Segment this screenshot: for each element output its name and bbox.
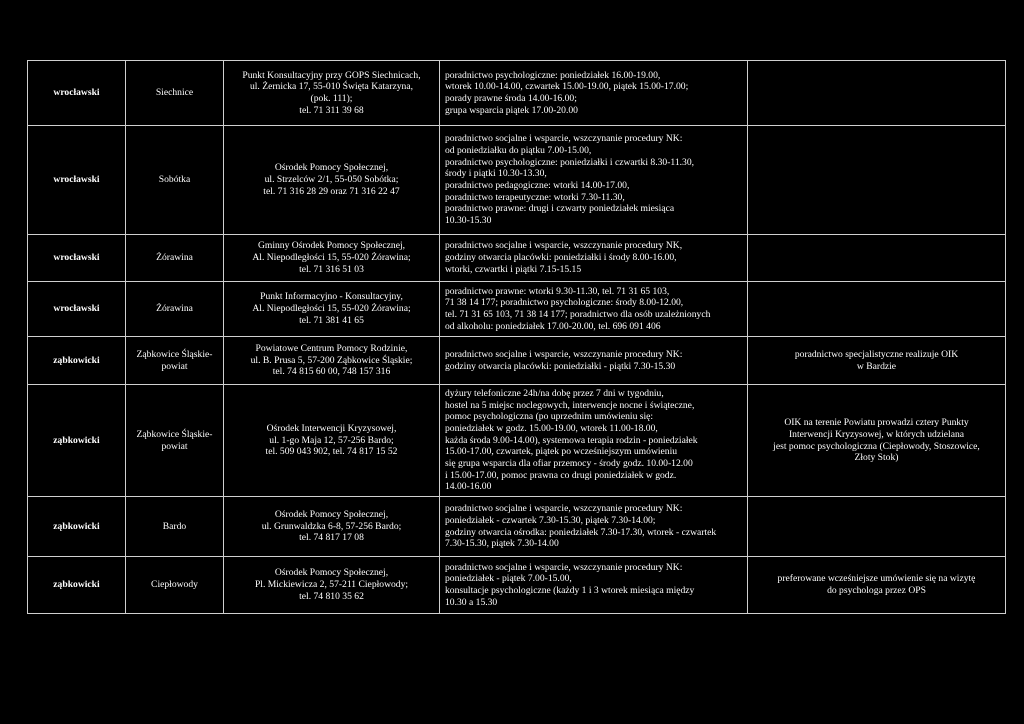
- institution-cell-line: Al. Niepodległości 15, 55-020 Żórawina;: [252, 252, 411, 264]
- services-cell-line: 14.00-16.00: [445, 481, 492, 493]
- services-cell: [440, 337, 748, 385]
- notes-cell-line: Interwencji Kryzysowej, w których udzielana: [788, 428, 965, 440]
- notes-cell: [748, 385, 1006, 497]
- institution-cell-line: (pok. 111);: [310, 93, 353, 104]
- services-cell-line: poradnictwo prawne: drugi i czwarty poniedziałek miesiąca: [445, 203, 675, 215]
- county-cell-text: ząbkowicki: [53, 434, 100, 446]
- institution-cell-line: tel. 509 043 902, tel. 74 817 15 52: [265, 446, 398, 458]
- county-cell: [28, 557, 126, 614]
- services-cell-line: poniedziałek w godz. 15.00-19.00, wtorek 11.00-18.00,: [445, 422, 658, 434]
- table-body: [28, 61, 1006, 614]
- support-services-table: [27, 60, 1006, 614]
- services-cell-line: poradnictwo terapeutyczne: wtorki 7.30-11.30,: [445, 191, 625, 203]
- county-cell: [28, 61, 126, 126]
- services-cell-line: pomoc psychologiczna (po uprzednim umówieniu się:: [445, 411, 654, 423]
- town-cell: [126, 385, 224, 497]
- institution-cell-line: tel. 74 810 35 62: [299, 590, 364, 602]
- institution-cell-line: tel. 71 381 41 65: [299, 314, 364, 326]
- town-cell: [126, 126, 224, 235]
- institution-cell: [224, 282, 440, 337]
- services-cell-line: od alkoholu: poniedziałek 17.00-20.00, tel. 696 091 406: [445, 320, 661, 332]
- notes-cell: [748, 337, 1006, 385]
- table-row: [28, 337, 1006, 385]
- notes-cell: [748, 61, 1006, 126]
- services-cell: [440, 126, 748, 235]
- services-cell-line: konsultacje psychologiczne (każdy 1 i 3 wtorek miesiąca między: [445, 585, 695, 596]
- town-cell-line: powiat: [161, 440, 188, 452]
- institution-cell-line: ul. B. Prusa 5, 57-200 Ząbkowice Śląskie;: [250, 354, 413, 366]
- services-cell-line: porady prawne środa 14.00-16.00;: [445, 93, 577, 104]
- county-cell-text: wrocławski: [53, 252, 100, 264]
- services-cell-line: wtorki, czwartki i piątki 7.15-15.15: [445, 263, 582, 275]
- town-cell: [126, 235, 224, 282]
- institution-cell-line: ul. 1-go Maja 12, 57-256 Bardo;: [269, 434, 394, 446]
- services-cell-line: od poniedziałku do piątku 7.00-15.00,: [445, 144, 592, 156]
- institution-cell: [224, 61, 440, 126]
- institution-cell-line: Al. Niepodległości 15, 55-020 Żórawina;: [252, 303, 411, 315]
- county-cell: [28, 235, 126, 282]
- services-cell-line: każda środa 9.00-14.00), systemowa terapia rodzin - poniedziałek: [445, 434, 698, 446]
- notes-cell: [748, 235, 1006, 282]
- notes-cell-line: jest pomoc psychologiczna (Ciepłowody, Stoszowice,: [773, 440, 980, 452]
- town-cell-text: Żórawina: [156, 303, 193, 315]
- town-cell: [126, 282, 224, 337]
- town-cell: [126, 497, 224, 557]
- town-cell-line: powiat: [161, 360, 188, 372]
- county-cell-text: wrocławski: [53, 303, 100, 315]
- notes-cell-line: poradnictwo specjalistyczne realizuje OIK: [794, 348, 959, 360]
- institution-cell-line: tel. 74 817 17 08: [299, 532, 364, 544]
- services-cell-line: poradnictwo psychologiczne: poniedziałki i czwartki 8.30-11.30,: [445, 156, 695, 168]
- institution-cell: [224, 337, 440, 385]
- services-cell-line: 7.30-15.30, piątek 7.30-14.00: [445, 538, 559, 550]
- county-cell: [28, 385, 126, 497]
- county-cell-text: wrocławski: [53, 174, 100, 186]
- county-cell-text: wrocławski: [53, 87, 100, 99]
- institution-cell-line: Ośrodek Pomocy Społecznej,: [274, 162, 389, 174]
- services-cell-line: poradnictwo psychologiczne: poniedziałek 16.00-19.00,: [445, 69, 661, 81]
- town-cell: [126, 557, 224, 614]
- services-cell-line: godziny otwarcia ośrodka: poniedziałek 7.30-17.30, wtorek - czwartek: [445, 526, 717, 538]
- institution-cell: [224, 385, 440, 497]
- services-cell-line: 10.30-15.30: [445, 215, 492, 227]
- institution-cell: [224, 126, 440, 235]
- town-cell: [126, 337, 224, 385]
- county-cell: [28, 282, 126, 337]
- services-cell-line: środy i piątki 10.30-13.30,: [445, 168, 547, 180]
- table-row: [28, 497, 1006, 557]
- services-cell: [440, 385, 748, 497]
- town-cell-text: Ciepłowody: [151, 579, 198, 591]
- town-cell-line: Ząbkowice Śląskie-: [136, 348, 213, 360]
- services-cell-line: grupa wsparcia piątek 17.00-20.00: [445, 104, 578, 116]
- institution-cell-line: Punkt Informacyjno - Konsultacyjny,: [260, 291, 403, 303]
- services-cell-line: wtorek 10.00-14.00, czwartek 15.00-19.00, piątek 15.00-17.00;: [445, 81, 689, 93]
- services-cell-line: poniedziałek - piątek 7.00-15.00,: [445, 573, 572, 585]
- county-cell: [28, 497, 126, 557]
- institution-cell: [224, 497, 440, 557]
- county-cell: [28, 126, 126, 235]
- institution-cell-line: Ośrodek Interwencji Kryzysowej,: [266, 422, 397, 434]
- services-cell-line: poradnictwo socjalne i wsparcie, wszczynanie procedury NK:: [445, 561, 683, 573]
- notes-cell: [748, 126, 1006, 235]
- institution-cell-line: tel. 71 311 39 68: [299, 104, 364, 116]
- services-cell: [440, 61, 748, 126]
- services-cell-line: poradnictwo socjalne i wsparcie, wszczynanie procedury NK:: [445, 133, 683, 145]
- institution-cell: [224, 557, 440, 614]
- services-cell-line: godziny otwarcia placówki: poniedziałki i środy 8.00-16.00,: [445, 252, 677, 264]
- notes-cell: [748, 497, 1006, 557]
- services-cell-line: poradnictwo socjalne i wsparcie, wszczynanie procedury NK,: [445, 240, 683, 252]
- town-cell-text: Żórawina: [156, 252, 193, 264]
- town-cell: [126, 61, 224, 126]
- services-cell-line: i 15.00-17.00, pomoc prawna co drugi poniedziałek w godz.: [445, 469, 677, 481]
- table-row: [28, 557, 1006, 614]
- services-cell-line: 15.00-17.00, czwartek, piątek po wcześniejszym umówieniu: [445, 446, 678, 458]
- notes-cell-line: Złoty Stok): [854, 452, 899, 464]
- institution-cell-line: Gminny Ośrodek Pomocy Społecznej,: [257, 240, 406, 252]
- services-cell-line: poradnictwo socjalne i wsparcie, wszczynanie procedury NK:: [445, 348, 683, 360]
- services-cell-line: hostel na 5 miejsc noclegowych, interwencje nocne i świąteczne,: [445, 399, 695, 411]
- town-cell-text: Bardo: [162, 520, 187, 532]
- table-row: [28, 385, 1006, 497]
- services-cell-line: poradnictwo pedagogiczne: wtorki 14.00-17.00,: [445, 180, 630, 191]
- notes-cell-line: do psychologa przez OPS: [827, 585, 926, 596]
- institution-cell-line: tel. 71 316 28 29 oraz 71 316 22 47: [263, 185, 400, 197]
- services-cell-line: 10.30 a 15.30: [445, 596, 498, 608]
- institution-cell-line: tel. 74 815 60 00, 748 157 316: [272, 366, 391, 378]
- services-cell-line: poradnictwo prawne: wtorki 9.30-11.30, tel. 71 31 65 103,: [445, 285, 670, 297]
- institution-cell-line: Powiatowe Centrum Pomocy Rodzinie,: [255, 342, 408, 354]
- services-cell-line: 71 38 14 177; poradnictwo psychologiczne: środy 8.00-12.00,: [445, 297, 684, 309]
- county-cell-text: ząbkowicki: [53, 354, 100, 366]
- table-row: [28, 282, 1006, 337]
- table-row: [28, 235, 1006, 282]
- institution-cell: [224, 235, 440, 282]
- services-cell: [440, 557, 748, 614]
- institution-cell-line: Ośrodek Pomocy Społecznej,: [274, 508, 389, 520]
- county-cell-text: ząbkowicki: [53, 520, 100, 532]
- town-cell-text: Sobótka: [158, 174, 191, 186]
- services-cell: [440, 497, 748, 557]
- institution-cell-line: ul. Żernicka 17, 55-010 Święta Katarzyna,: [249, 81, 414, 93]
- notes-cell: [748, 282, 1006, 337]
- notes-cell-line: w Bardzie: [856, 360, 897, 372]
- county-cell: [28, 337, 126, 385]
- notes-cell-line: preferowane wcześniejsze umówienie się na wizytę: [777, 573, 976, 585]
- institution-cell-line: ul. Grunwaldzka 6-8, 57-256 Bardo;: [261, 520, 402, 532]
- county-cell-text: ząbkowicki: [53, 579, 100, 591]
- institution-cell-line: tel. 71 316 51 03: [299, 263, 364, 275]
- services-cell-line: dyżury telefoniczne 24h/na dobę przez 7 dni w tygodniu,: [445, 387, 664, 399]
- institution-cell-line: Punkt Konsultacyjny przy GOPS Siechnicach,: [242, 69, 421, 81]
- institution-cell-line: Pl. Mickiewicza 2, 57-211 Ciepłowody;: [254, 579, 409, 591]
- services-cell-line: godziny otwarcia placówki: poniedziałki - piątki 7.30-15.30: [445, 360, 676, 372]
- services-cell-line: się grupa wsparcia dla ofiar przemocy - środy godz. 10.00-12.00: [445, 458, 693, 470]
- table-row: [28, 61, 1006, 126]
- notes-cell-line: OIK na terenie Powiatu prowadzi cztery Punkty: [784, 417, 969, 429]
- services-cell-line: poniedziałek - czwartek 7.30-15.30, piątek 7.30-14.00;: [445, 514, 656, 526]
- services-cell: [440, 235, 748, 282]
- services-cell-line: poradnictwo socjalne i wsparcie, wszczynanie procedury NK:: [445, 503, 683, 515]
- table-row: [28, 126, 1006, 235]
- institution-cell-line: ul. Strzelców 2/1, 55-050 Sobótka;: [264, 174, 399, 186]
- institution-cell-line: Ośrodek Pomocy Społecznej,: [274, 567, 389, 579]
- town-cell-text: Siechnice: [155, 87, 194, 99]
- services-cell-line: tel. 71 31 65 103, 71 38 14 177; poradnictwo dla osób uzależnionych: [445, 309, 711, 320]
- town-cell-line: Ząbkowice Śląskie-: [136, 428, 213, 440]
- services-cell: [440, 282, 748, 337]
- notes-cell: [748, 557, 1006, 614]
